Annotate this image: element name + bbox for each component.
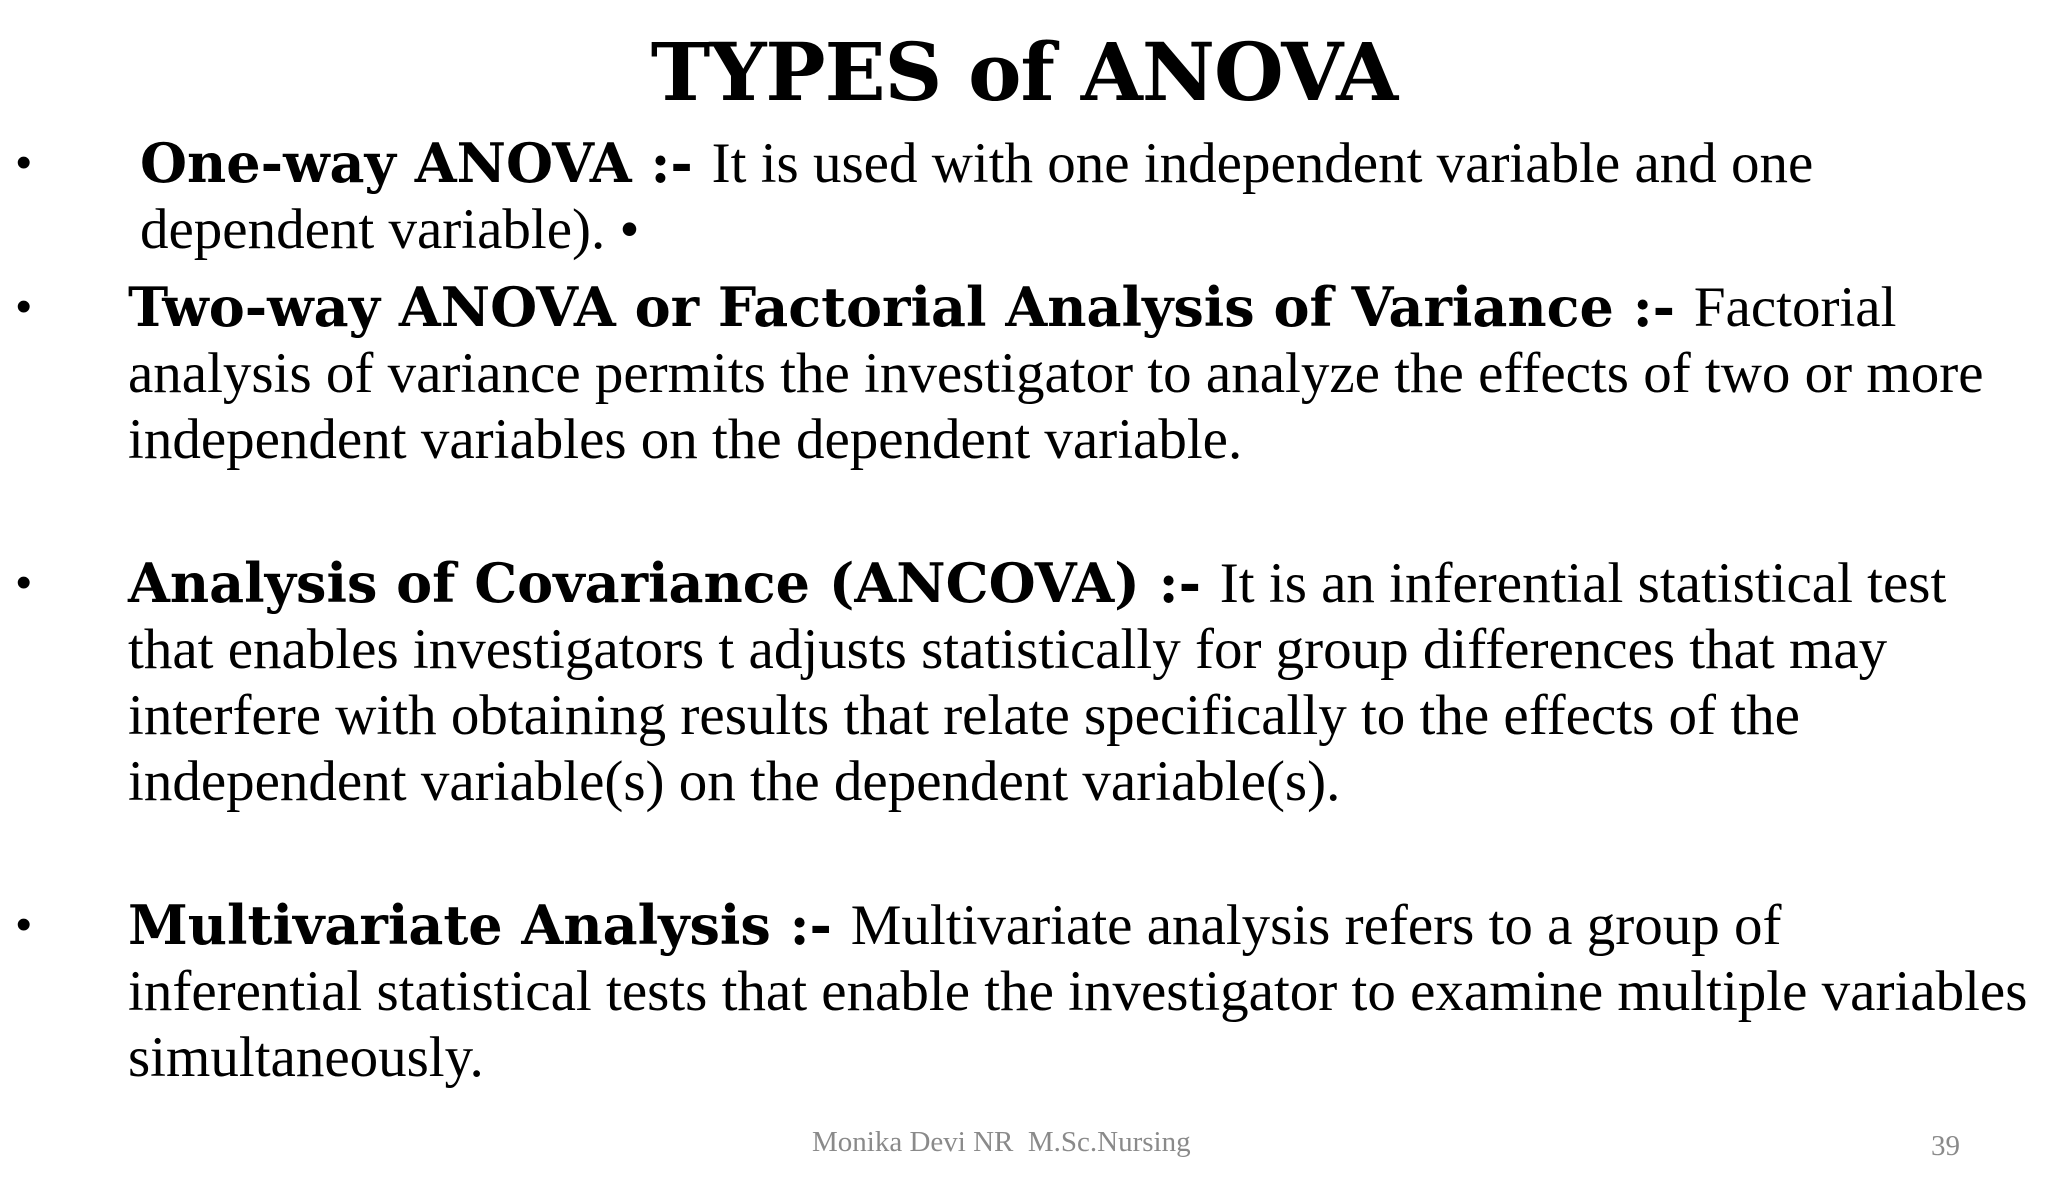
bullet-description: It is used with one independent variable and one dependent variable). • — [140, 132, 1814, 261]
bullet-term: Two-way ANOVA or Factorial Analysis of Variance :- — [128, 275, 1694, 339]
bullet-term: Multivariate Analysis :- — [128, 893, 851, 957]
bullet-description: It is an inferential statistical test that enables investigators t adjusts statistically for group differences that may interfere with obtaining results that relate specifically to the effects of the independent variable(s) on the dependent variable(s). — [128, 552, 1947, 813]
bullet-description: Factorial analysis of variance permits the investigator to analyze the effects of two or more independent variables on the dependent variable. — [128, 276, 1984, 471]
bullet-text — [140, 130, 2040, 263]
slide-title: TYPES of ANOVA — [650, 25, 1398, 119]
bullet-text — [128, 274, 2028, 473]
bullet-icon: • — [16, 282, 32, 331]
bullet-term: One-way ANOVA :- — [140, 131, 712, 195]
page-number: 39 — [1931, 1130, 1960, 1162]
bullet-term: Analysis of Covariance (ANCOVA) :- — [128, 551, 1220, 615]
bullet-description: Multivariate analysis refers to a group of inferential statistical tests that enable the investigator to examine multiple variables simultaneously. — [128, 894, 2028, 1089]
bullet-text — [128, 892, 2028, 1091]
bullet-text — [128, 550, 2028, 815]
bullet-icon: • — [16, 900, 32, 949]
bullet-icon: • — [16, 558, 32, 607]
bullet-icon: • — [16, 138, 32, 187]
slide-footer: Monika Devi NR M.Sc.Nursing — [812, 1126, 1191, 1158]
